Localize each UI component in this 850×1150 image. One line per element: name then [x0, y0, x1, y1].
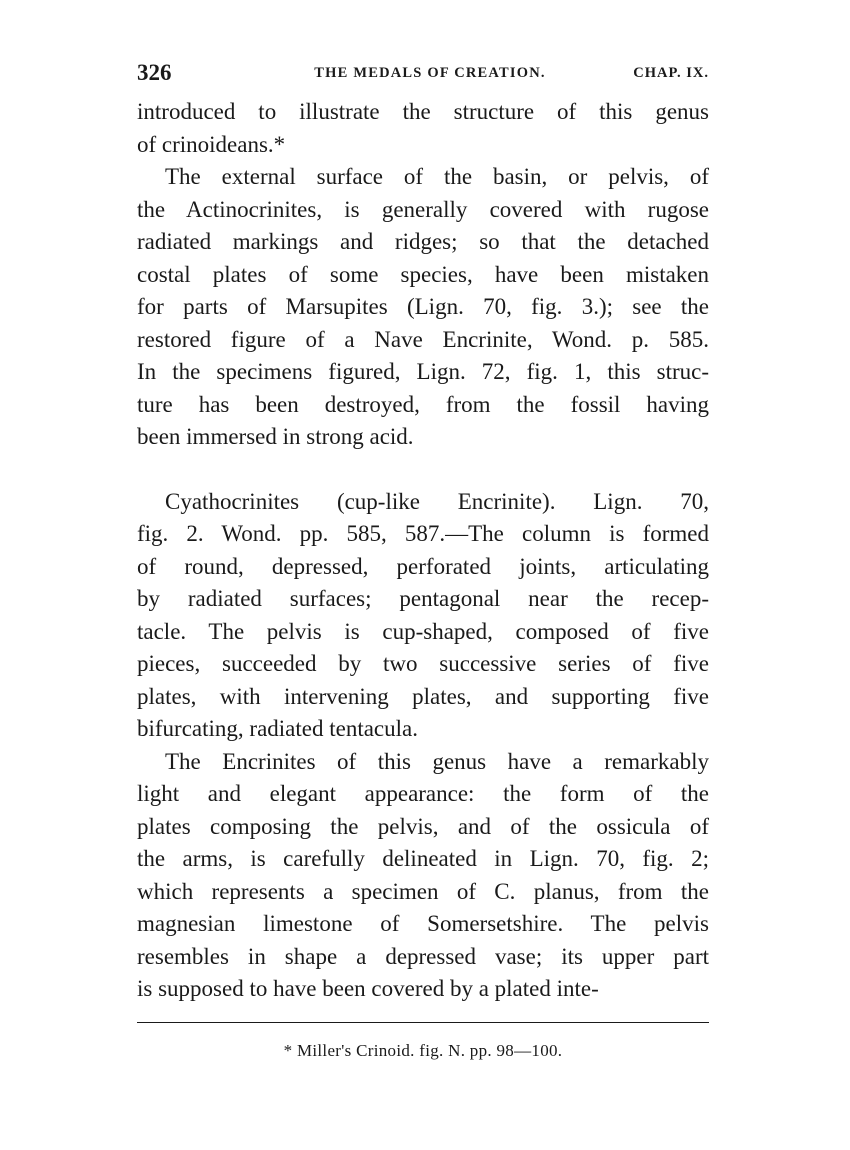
text-line: introduced to illustrate the structure of this genus — [137, 99, 709, 124]
text-line: Cyathocrinites (cup-like Encrinite). Lign. 70, — [165, 488, 709, 514]
text-line: magnesian limestone of Somersetshire. The pelvis — [137, 911, 709, 936]
text-line: of crinoideans.* — [137, 131, 286, 157]
text-line: the arms, is carefully delineated in Lign. 70, fig. 2; — [137, 846, 709, 871]
text-line: plates composing the pelvis, and of the ossicula of — [137, 813, 709, 839]
paragraph-cyathocrinites — [137, 486, 709, 746]
text-line: resembles in shape a depressed vase; its upper part — [137, 943, 709, 969]
book-page — [137, 58, 709, 1061]
footnote-rule — [137, 1022, 709, 1023]
text-line: The external surface of the basin, or pelvis, of — [165, 164, 709, 189]
text-line: restored figure of a Nave Encrinite, Wond. p. 585. — [137, 326, 709, 352]
text-line: the Actinocrinites, is generally covered with rugose — [137, 196, 709, 222]
text-line: plates, with intervening plates, and supporting five — [137, 683, 709, 709]
text-line: by radiated surfaces; pentagonal near the recep- — [137, 586, 709, 611]
text-line: for parts of Marsupites (Lign. 70, fig. 3.); see the — [137, 294, 709, 319]
text-line: In the specimens figured, Lign. 72, fig. 1, this struc- — [137, 359, 709, 384]
text-line: The Encrinites of this genus have a remarkably — [165, 748, 709, 774]
page-number: 326 — [137, 60, 172, 85]
text-line: which represents a specimen of C. planus, from the — [137, 878, 709, 904]
running-title: THE MEDALS OF CREATION. — [314, 65, 546, 81]
paragraph-continuation — [137, 96, 709, 161]
text-line: ture has been destroyed, from the fossil having — [137, 391, 709, 417]
text-line: of round, depressed, perforated joints, articulating — [137, 553, 709, 579]
text-line: fig. 2. Wond. pp. 585, 587.—The column is formed — [137, 521, 709, 546]
text-line: is supposed to have been covered by a plated inte- — [137, 976, 599, 1001]
text-line: costal plates of some species, have been mistaken — [137, 261, 709, 287]
text-line: radiated markings and ridges; so that the detached — [137, 229, 709, 254]
text-line: pieces, succeeded by two successive series of five — [137, 651, 709, 676]
text-line: been immersed in strong acid. — [137, 424, 414, 449]
running-head — [137, 58, 709, 92]
chapter-label: CHAP. IX. — [633, 65, 709, 81]
text-line: light and elegant appearance: the form of the — [137, 781, 709, 806]
paragraph-actinocrinites — [137, 161, 709, 454]
paragraph-encrinites-genus — [137, 746, 709, 1006]
text-line: tacle. The pelvis is cup-shaped, composed of five — [137, 618, 709, 644]
text-line: bifurcating, radiated tentacula. — [137, 716, 418, 741]
footnote: * Miller's Crinoid. fig. N. pp. 98—100. — [283, 1040, 563, 1060]
